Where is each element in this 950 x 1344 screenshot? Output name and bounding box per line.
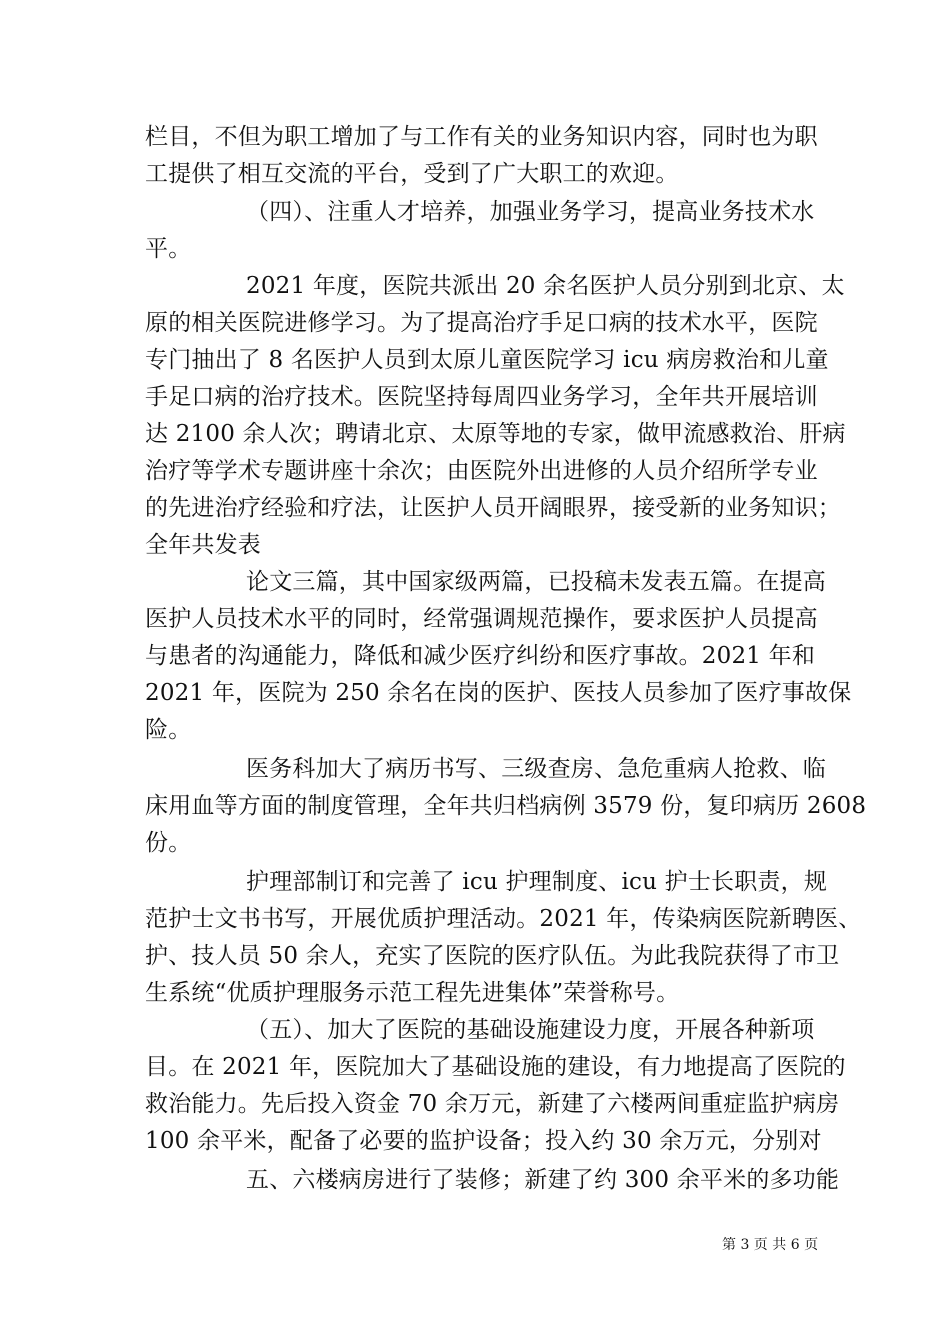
text-line: 平。 <box>145 236 192 262</box>
section-heading-4: （四）、注重人才培养，加强业务学习，提高业务技术水 <box>246 199 815 225</box>
text-line: 床用血等方面的制度管理，全年共归档病例 3579 份，复印病历 2608 <box>145 793 867 819</box>
text-line: 100 余平米，配备了必要的监护设备；投入约 30 余万元，分别对 <box>145 1128 822 1154</box>
text-line: 份。 <box>145 830 192 856</box>
text-line: 险。 <box>145 717 192 743</box>
paragraph-start: 2021 年度，医院共派出 20 余名医护人员分别到北京、太 <box>246 273 845 299</box>
text-line: 救治能力。先后投入资金 70 余万元，新建了六楼两间重症监护病房 <box>145 1091 840 1117</box>
text-line: 手足口病的治疗技术。医院坚持每周四业务学习，全年共开展培训 <box>145 384 818 410</box>
text-line: 达 2100 余人次；聘请北京、太原等地的专家，做甲流感救治、肝病 <box>145 421 846 447</box>
text-line: 工提供了相互交流的平台，受到了广大职工的欢迎。 <box>145 161 679 187</box>
text-line: 目。在 2021 年，医院加大了基础设施的建设，有力地提高了医院的 <box>145 1054 846 1080</box>
paragraph-start: 医务科加大了病历书写、三级查房、急危重病人抢救、临 <box>246 756 826 782</box>
text-line: 原的相关医院进修学习。为了提高治疗手足口病的技术水平，医院 <box>145 310 818 336</box>
text-line: 2021 年，医院为 250 余名在岗的医护、医技人员参加了医疗事故保 <box>145 680 852 706</box>
text-line: 全年共发表 <box>145 532 261 558</box>
page-number-footer: 第 3 页 共 6 页 <box>722 1237 819 1253</box>
text-line: 的先进治疗经验和疗法，让医护人员开阔眼界，接受新的业务知识； <box>145 495 841 521</box>
text-line: 栏目，不但为职工增加了与工作有关的业务知识内容，同时也为职 <box>145 124 818 150</box>
paragraph-start: 护理部制订和完善了 icu 护理制度、icu 护士长职责，规 <box>246 869 828 895</box>
text-line: 范护士文书书写，开展优质护理活动。2021 年，传染病医院新聘医、 <box>145 906 862 932</box>
paragraph-start: 五、六楼病房进行了装修；新建了约 300 余平米的多功能 <box>246 1167 840 1193</box>
text-line: 护、技人员 50 余人，充实了医院的医疗队伍。为此我院获得了市卫 <box>145 943 840 969</box>
text-line: 生系统“优质护理服务示范工程先进集体”荣誉称号。 <box>145 980 680 1006</box>
text-line: 专门抽出了 8 名医护人员到太原儿童医院学习 icu 病房救治和儿童 <box>145 347 829 373</box>
text-line: 与患者的沟通能力，降低和减少医疗纠纷和医疗事故。2021 年和 <box>145 643 816 669</box>
text-line: 治疗等学术专题讲座十余次；由医院外出进修的人员介绍所学专业 <box>145 458 818 484</box>
section-heading-5: （五）、加大了医院的基础设施建设力度，开展各种新项 <box>246 1017 815 1043</box>
paragraph-start: 论文三篇，其中国家级两篇，已投稿未发表五篇。在提高 <box>246 569 826 595</box>
text-line: 医护人员技术水平的同时，经常强调规范操作，要求医护人员提高 <box>145 606 818 632</box>
